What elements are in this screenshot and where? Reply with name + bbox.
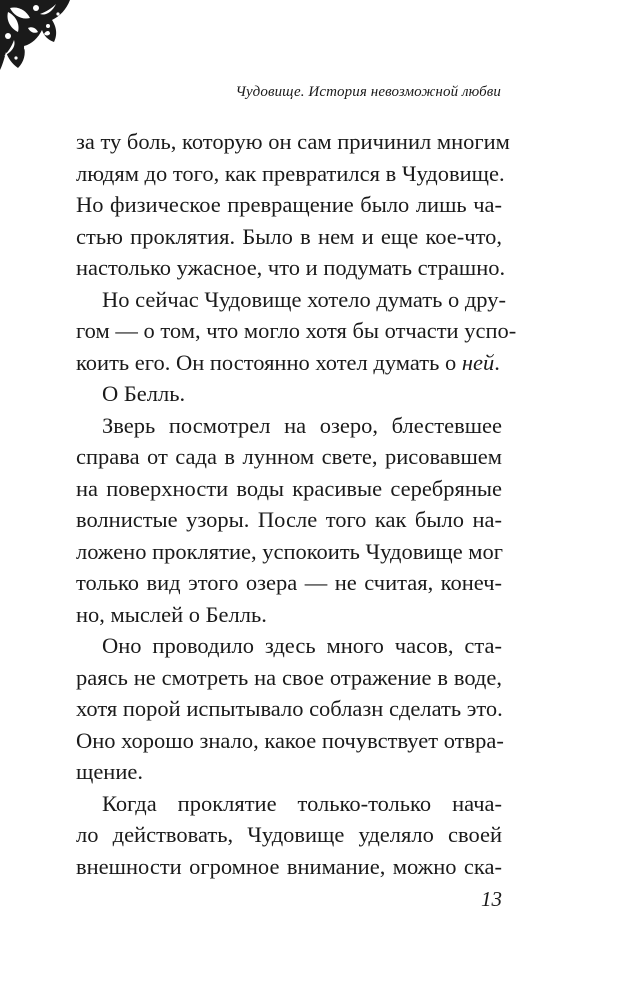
text-line: людям до того, как превратился в Чудовище.	[76, 160, 505, 186]
text-line: ложено проклятие, успокоить Чудовище мог	[76, 538, 504, 564]
page-number: 13	[481, 887, 502, 911]
text-line: справа от сада в лунном свете, рисовавшем	[76, 444, 502, 469]
text-line: Но физическое превращение было лишь ча-	[76, 192, 502, 217]
text-line: О Белль.	[102, 381, 186, 406]
text-line: хотя порой испытывало соблазн сделать это.	[76, 696, 503, 721]
text-fragment: коить его. Он постоянно хотел думать о	[76, 349, 457, 375]
running-title: Чудовище. История невозможной любви	[235, 84, 501, 100]
text-line: но, мыслей о Белль.	[76, 601, 267, 627]
body-text	[76, 126, 517, 882]
emphasis-word: ней	[461, 349, 495, 375]
text-fragment: .	[494, 349, 500, 375]
text-line: Когда проклятие только-только нача-	[102, 790, 502, 816]
text-line: на поверхности воды красивые серебряные	[76, 475, 502, 501]
text-line: гом — о том, что могло хотя бы отчасти успо-	[76, 318, 517, 343]
text-line: только вид этого озера — не считая, конеч-	[76, 570, 502, 595]
text-line: Но сейчас Чудовище хотело думать о дру-	[102, 286, 506, 312]
text-line: стью проклятия. Было в нем и еще кое-что,	[76, 223, 502, 249]
text-line: за ту боль, которую он сам причинил многим	[76, 129, 510, 154]
text-line: раясь не смотреть на свое отражение в воде,	[76, 664, 502, 690]
text-line: Оно проводило здесь много часов, ста-	[102, 633, 502, 658]
floral-ornament-icon	[0, 0, 82, 82]
text-line	[76, 347, 502, 379]
text-line: волнистые узоры. После того как было на-	[76, 507, 502, 532]
text-line: щение.	[76, 759, 144, 784]
text-line: ло действовать, Чудовище уделяло своей	[76, 822, 502, 847]
text-line: Оно хорошо знало, какое почувствует отвра-	[76, 727, 504, 753]
text-line: Зверь посмотрел на озеро, блестевшее	[102, 412, 502, 438]
text-line: внешности огромное внимание, можно ска-	[76, 853, 502, 879]
text-line: настолько ужасное, что и подумать страшно.	[76, 255, 506, 280]
